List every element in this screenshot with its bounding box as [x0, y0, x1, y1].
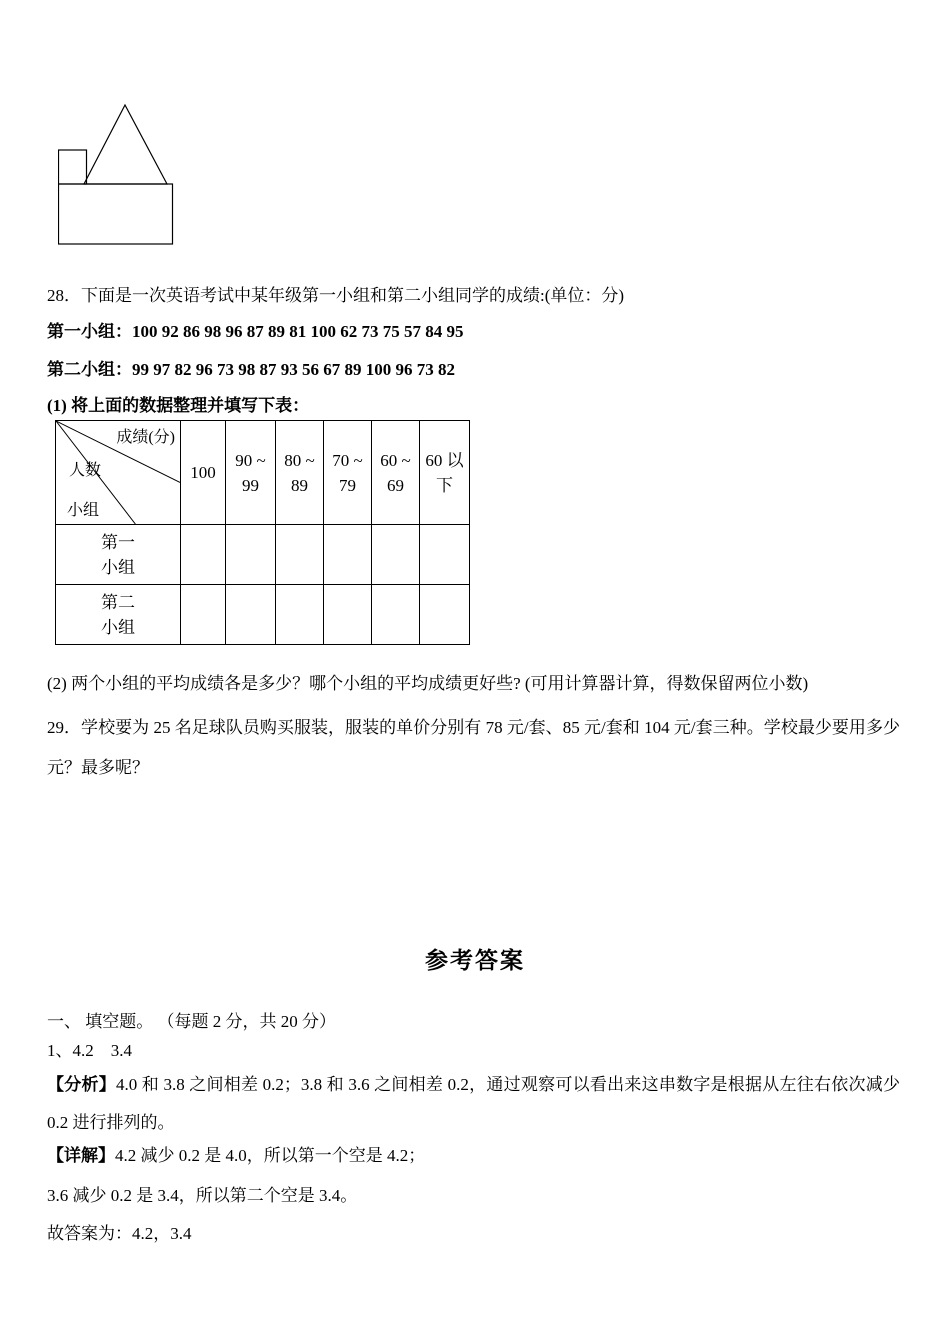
analysis-text: 4.0 和 3.8 之间相差 0.2；3.8 和 3.6 之间相差 0.2，通过观察可以看出来这串数字是根据从左往右依次减少 0.2 进行排列的。 — [47, 1075, 901, 1132]
part1-label: (1) 将上面的数据整理并填写下表： — [47, 396, 310, 415]
table-blank-cell — [420, 585, 470, 645]
table-blank-cell — [372, 525, 420, 585]
part2-label: (2) 两个小组的平均成绩各是多少？哪个小组的平均成绩更好些? (可用计算器计算，得数保留两位小数) — [47, 674, 809, 693]
detail-text: 4.2 减少 0.2 是 4.0，所以第一个空是 4.2； — [115, 1146, 426, 1165]
house-chimney-rect — [59, 150, 87, 184]
column-header-80-89: 80 ~ 89 — [276, 421, 324, 525]
table-blank-cell — [226, 525, 276, 585]
column-header-90-99: 90 ~ 99 — [226, 421, 276, 525]
house-roof-triangle — [84, 105, 167, 184]
group2-scores: 第二小组：99 97 82 96 73 98 87 93 56 67 89 100 96 73 82 — [47, 360, 455, 379]
analysis-paragraph — [47, 1066, 900, 1142]
fill-in-section-header: 一、 填空题。 （每题 2 分，共 20 分） — [47, 1012, 336, 1031]
corner-label-count: 人数 — [69, 462, 102, 479]
table-blank-cell — [324, 525, 372, 585]
table-blank-cell — [226, 585, 276, 645]
analysis-prefix: 【分析】 — [47, 1075, 116, 1094]
question-29-stem: 29．学校要为 25 名足球队员购买服装，服装的单价分别有 78 元/套、85 元/套和 104 元/套三种。学校最少要用多少元？最多呢？ — [47, 718, 900, 777]
table-blank-cell — [324, 585, 372, 645]
table-blank-cell — [181, 525, 226, 585]
column-header-100: 100 — [181, 421, 226, 525]
corner-label-score: 成绩(分) — [116, 429, 175, 446]
table-blank-cell — [181, 585, 226, 645]
group1-scores: 第一小组：100 92 86 98 96 87 89 81 100 62 73 75 57 84 95 — [47, 322, 464, 341]
row-label-group2: 第二 小组 — [56, 585, 181, 645]
corner-label-group: 小组 — [67, 502, 100, 519]
column-header-below-60: 60 以 下 — [420, 421, 470, 525]
answer-section-title: 参考答案 — [425, 948, 525, 973]
table-blank-cell — [420, 525, 470, 585]
question-28-stem: 28．下面是一次英语考试中某年级第一小组和第二小组同学的成绩:(单位：分) — [47, 286, 625, 305]
table-blank-cell — [372, 585, 420, 645]
table-row-group2 — [56, 585, 470, 645]
answer-item-1: 1、4.2 3.4 — [47, 1041, 132, 1060]
row-label-group1: 第一 小组 — [56, 525, 181, 585]
table-row-group1 — [56, 525, 470, 585]
column-header-60-69: 60 ~ 69 — [372, 421, 420, 525]
table-blank-cell — [276, 585, 324, 645]
score-table — [55, 420, 470, 645]
answer-conclusion: 故答案为：4.2，3.4 — [47, 1224, 192, 1243]
detail-paragraph-1 — [47, 1141, 425, 1166]
house-figure — [58, 103, 176, 245]
detail-prefix: 【详解】 — [47, 1146, 115, 1165]
table-corner-cell — [56, 421, 181, 525]
table-blank-cell — [276, 525, 324, 585]
house-body-rect — [59, 184, 173, 244]
column-header-70-79: 70 ~ 79 — [324, 421, 372, 525]
detail-paragraph-2: 3.6 减少 0.2 是 3.4，所以第二个空是 3.4。 — [47, 1186, 358, 1205]
